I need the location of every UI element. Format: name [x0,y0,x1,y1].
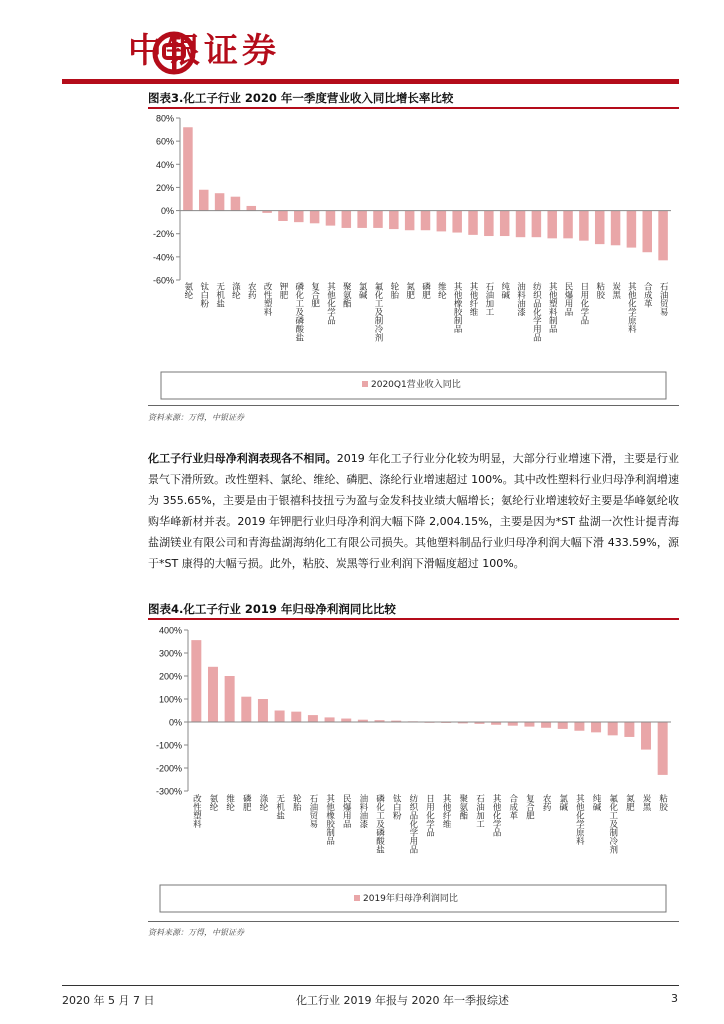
y-tick-label: 200% [158,671,182,682]
bar-氮肥 [624,722,634,737]
bar-复合肥 [524,722,534,727]
category-label: 其他化学原料 [626,282,637,333]
bar-磷肥 [421,211,431,231]
bar-石油贸易 [658,211,668,261]
category-label: 其他纤维 [441,794,452,828]
bar-其他化学原料 [627,211,637,248]
category-label: 油料油漆 [515,282,526,316]
y-tick-label: 0% [168,717,182,728]
category-label: 粘胶 [594,282,605,299]
bar-其他橡胶制品 [325,717,335,722]
category-label: 其他塑料制品 [547,282,558,333]
category-label: 石油贸易 [307,794,318,828]
category-label: 磷肥 [420,282,431,299]
footer-date: 2020 年 5 月 7 日 [62,994,155,1007]
bar-氟化工及制冷剂 [373,211,383,228]
category-label: 合成革 [507,794,518,820]
bar-磷肥 [241,697,251,722]
bar-粘胶 [658,722,668,775]
y-tick-label: -60% [152,275,174,286]
bar-维纶 [437,211,447,232]
figure4-source: 资料来源：万得，中银证券 [148,928,244,937]
bar-油料油漆 [516,211,526,238]
bar-无机盐 [275,711,285,723]
y-tick-label: 400% [158,625,182,636]
figure4-title: 图表4.化工子行业 2019 年归母净利润同比比较 [148,602,396,616]
legend-swatch [354,895,360,901]
bar-其他纤维 [468,211,478,235]
category-label: 钛白粉 [198,282,209,308]
category-label: 涤纶 [257,794,268,811]
figure4-chart [148,621,679,922]
category-label: 钾肥 [277,282,288,299]
bar-涤纶 [231,197,241,211]
category-label: 其他化学原料 [574,794,585,845]
header-rule [62,79,679,84]
y-tick-label: -100% [155,740,182,751]
category-label: 石油加工 [483,282,494,316]
figure3-title: 图表3.化工子行业 2020 年一季度营业收入同比增长率比较 [148,91,454,105]
category-label: 其他化学品 [325,282,336,325]
category-label: 磷化工及磷酸盐 [293,282,304,342]
chart-svg [148,110,679,412]
figure4-bottom-rule [148,921,679,922]
category-label: 钛白粉 [391,794,402,820]
category-label: 聚氨酯 [341,282,352,308]
figure4-title-rule [148,618,679,620]
bar-民爆用品 [563,211,573,239]
y-tick-label: 60% [155,136,174,147]
legend-swatch [362,381,368,387]
category-label: 复合肥 [309,282,320,308]
category-label: 炭黑 [641,794,652,811]
category-label: 其他橡胶制品 [324,794,335,845]
footer-title: 化工行业 2019 年报与 2020 年一季报综述 [296,994,509,1007]
category-label: 石油贸易 [658,282,669,316]
category-label: 氟化工及制冷剂 [372,282,383,342]
bar-维纶 [225,676,235,722]
y-tick-label: -40% [152,252,174,263]
legend-label: 2019年归母净利润同比 [363,894,458,904]
y-tick-label: 80% [155,113,174,124]
category-label: 聚氨酯 [457,794,468,820]
y-tick-label: 100% [158,694,182,705]
category-label: 改性塑料 [262,282,273,316]
category-label: 氨纶 [182,282,193,299]
figure3-source: 资料来源：万得，中银证券 [148,413,244,422]
category-label: 维纶 [436,282,447,299]
category-label: 纯碱 [499,282,510,299]
category-label: 纺织品化学用品 [531,282,542,342]
category-label: 涤纶 [230,282,241,299]
bar-炭黑 [641,722,651,750]
bar-合成革 [508,722,518,726]
body-paragraph [148,448,679,574]
bar-合成革 [642,211,652,253]
y-tick-label: 40% [155,159,174,170]
bar-其他塑料制品 [547,211,557,239]
category-label: 日用化学品 [424,794,435,837]
brand-name: 中银证券 [128,31,280,71]
bar-钛白粉 [199,190,209,211]
figure3-chart [148,110,679,412]
y-tick-label: 300% [158,648,182,659]
category-label: 磷化工及磷酸盐 [374,794,385,854]
category-label: 改性塑料 [191,794,202,828]
y-tick-label: 20% [155,182,174,193]
category-label: 氨纶 [207,794,218,811]
bar-聚氨酯 [342,211,352,228]
category-label: 合成革 [642,282,653,308]
y-tick-label: -20% [152,229,174,240]
category-label: 油料油漆 [357,794,368,828]
category-label: 纯碱 [591,794,602,811]
category-label: 无机盐 [274,794,285,820]
page-number: 3 [671,992,678,1005]
bar-复合肥 [310,211,320,224]
bar-钾肥 [278,211,288,221]
bar-农药 [247,206,257,211]
category-label: 维纶 [224,794,235,811]
bar-日用化学品 [579,211,589,241]
bar-氨纶 [183,127,193,210]
category-label: 氯碱 [557,794,568,811]
bar-民爆用品 [341,719,351,722]
paragraph-body: 2019 年化工子行业分化较为明显，大部分行业增速下滑，主要是行业景气下滑所致。改性塑料、氯纶、维纶、磷肥、涤纶行业增速超过 100%。其中改性塑料行业归母净利润增速为 355.65%，主要是由于银禧科技扭亏为盈与金发科技业绩大幅增长；氨纶行业增速较好主要是华峰氨纶收购华峰新材并表。2019 年钾肥行业归母净利润大幅下降 2,004.15%，主要是因为*ST 盐湖一次性计提青海盐湖镁业有限公司和青海盐湖海纳化工有限公司损失。其他塑料制品行业归母净利润大幅下滑 433.59%，源于*ST 康得的大幅亏损。此外，粘胶、炭黑等行业利润下滑幅度超过 100%。 [148,452,679,570]
y-tick-label: -300% [155,786,182,797]
bar-改性塑料 [191,640,201,722]
category-label: 纺织品化学用品 [407,794,418,854]
bar-其他化学品 [326,211,336,226]
category-label: 其他橡胶制品 [452,282,463,333]
category-label: 氟化工及制冷剂 [607,794,618,854]
category-label: 农药 [246,282,257,299]
bar-其他橡胶制品 [452,211,462,233]
bar-涤纶 [258,699,268,722]
legend-label: 2020Q1营业收入同比 [371,380,461,390]
bar-轮胎 [389,211,399,230]
footer-rule [62,985,679,986]
bar-粘胶 [595,211,605,245]
category-label: 无机盐 [214,282,225,308]
figure3-bottom-rule [148,405,679,406]
y-tick-label: 0% [160,206,174,217]
category-label: 炭黑 [610,282,621,299]
category-label: 农药 [541,794,552,811]
category-label: 轮胎 [291,794,302,811]
chart-svg [148,621,679,922]
bar-磷化工及磷酸盐 [294,211,304,223]
category-label: 日用化学品 [578,282,589,325]
bar-纺织品化学用品 [532,211,542,238]
category-label: 民爆用品 [563,282,574,316]
bar-农药 [541,722,551,728]
category-label: 磷肥 [241,794,252,811]
figure3-title-rule [148,107,679,109]
category-label: 氮肥 [404,282,415,299]
category-label: 复合肥 [524,794,535,820]
bar-氮肥 [405,211,415,231]
category-label: 其他化学品 [491,794,502,837]
bar-氨纶 [208,667,218,722]
bar-石油贸易 [308,715,318,722]
bar-石油加工 [484,211,494,236]
category-label: 石油加工 [474,794,485,828]
y-tick-label: -200% [155,763,182,774]
bar-无机盐 [215,193,225,210]
bar-炭黑 [611,211,621,246]
category-label: 粘胶 [657,794,668,811]
category-label: 氯碱 [357,282,368,299]
bar-氟化工及制冷剂 [608,722,618,735]
category-label: 其他纤维 [468,282,479,316]
bar-纯碱 [500,211,510,236]
bar-轮胎 [291,712,301,722]
bar-氯碱 [558,722,568,729]
category-label: 民爆用品 [341,794,352,828]
bar-氯碱 [357,211,367,228]
bar-其他化学原料 [574,722,584,731]
bar-纯碱 [591,722,601,732]
category-label: 轮胎 [388,282,399,299]
paragraph-lead: 化工子行业归母净利润表现各不相同。 [148,452,337,465]
category-label: 氮肥 [624,794,635,811]
